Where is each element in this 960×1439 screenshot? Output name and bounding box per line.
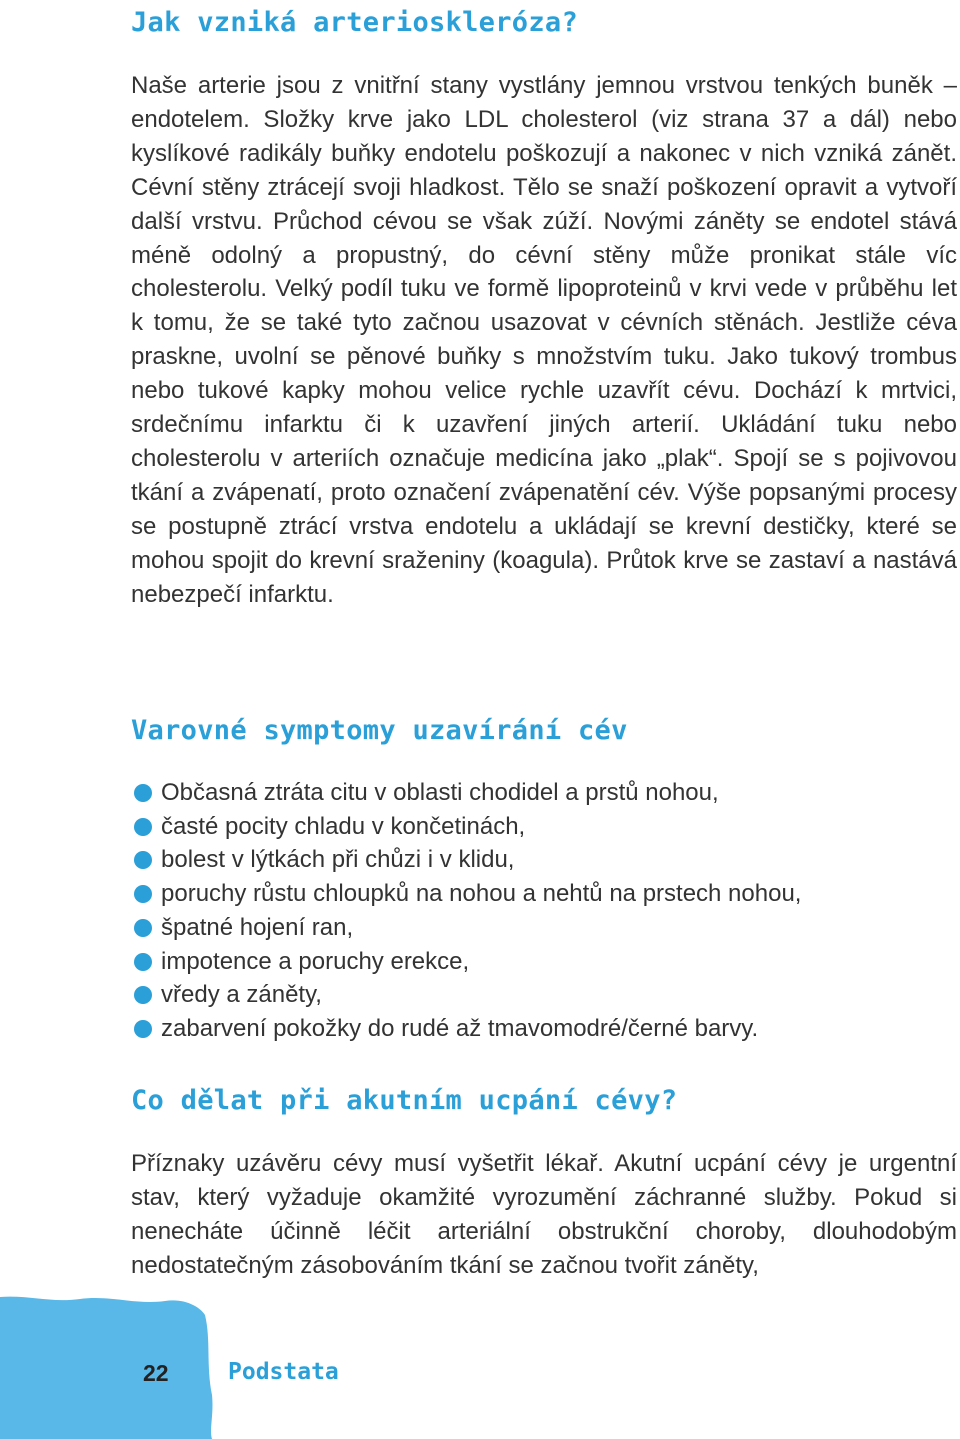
symptoms-list bbox=[131, 776, 957, 1046]
list-item bbox=[131, 1012, 957, 1046]
list-item bbox=[131, 843, 957, 877]
bullet-dot-icon bbox=[134, 986, 152, 1004]
heading-warning-symptoms: Varovné symptomy uzavírání cév bbox=[131, 715, 628, 746]
heading-acute-occlusion: Co dělat při akutním ucpání cévy? bbox=[131, 1085, 678, 1116]
list-item bbox=[131, 810, 957, 844]
intro-paragraph: Naše arterie jsou z vnitřní stany vystlány jemnou vrstvou tenkých buněk – endotelem. Složky krve jako LDL cholesterol (viz strana 37 a dál) nebo kyslíkové radikály buňky endotelu poškozují a nakonec v nich vzniká zánět. Cévní stěny ztrácejí svoji hladkost. Tělo se snaží poškození opravit a vytvoří další vrstvu. Průchod cévou se však zúží. Novými záněty se endotel stává méně odolný a propustný, do cévní stěny může pronikat stále víc cholesterolu. Velký podíl tuku ve formě lipoproteinů v krvi vede v průběhu let k tomu, že se také tyto začnou usazovat v cévních stěnách. Jestliže céva praskne, uvolní se pěnové buňky s množstvím tuku. Jako tukový trombus nebo tukové kapky mohou velice rychle uzavřít cévu. Dochází k mrtvici, srdečnímu infarktu či k uzavření jiných arterií. Ukládání tuku nebo cholesterolu v arteriích označuje medicína jako „plak“. Spojí se s pojivovou tkání a zvápenatí, proto označení zvápenatění cév. Výše popsanými procesy se postupně ztrácí vrstva endotelu a ukládají se krevní destičky, které se mohou spojit do krevní sraženiny (koagula). Průtok krve se zastaví a nastává nebezpečí infarktu. bbox=[131, 72, 957, 608]
list-item bbox=[131, 877, 957, 911]
section-name: Podstata bbox=[228, 1359, 339, 1385]
symptom-text: Občasná ztráta citu v oblasti chodidel a prstů nohou, bbox=[161, 779, 719, 806]
symptom-text: bolest v lýtkách při chůzi i v klidu, bbox=[161, 846, 515, 874]
symptom-text: zabarvení pokožky do rudé až tmavomodré/černé barvy. bbox=[161, 1014, 759, 1042]
list-item bbox=[131, 776, 957, 810]
bullet-dot-icon bbox=[134, 1020, 152, 1038]
bullet-dot-icon bbox=[134, 818, 152, 836]
bullet-dot-icon bbox=[134, 885, 152, 903]
page-tab-fill bbox=[0, 1297, 212, 1439]
symptom-text: časté pocity chladu v končetinách, bbox=[161, 812, 526, 840]
bullet-dot-icon bbox=[134, 919, 152, 937]
action-paragraph: Příznaky uzávěru cévy musí vyšetřit lékař. Akutní ucpání cévy je urgentní stav, který vyžaduje okamžité vyrozumění záchranné služby. Pokud si nenecháte účinně léčit arteriální obstrukční choroby, dlouhodobým nedostatečným zásobováním tkání se začnou tvořit záněty, bbox=[131, 1150, 957, 1279]
page-number: 22 bbox=[143, 1360, 169, 1386]
list-item bbox=[131, 945, 957, 979]
list-item bbox=[131, 978, 957, 1012]
symptom-text: špatné hojení ran, bbox=[161, 913, 354, 941]
symptom-text: vředy a záněty, bbox=[161, 981, 322, 1009]
bullet-dot-icon bbox=[134, 784, 152, 802]
page-tab-shape bbox=[0, 1295, 216, 1439]
heading-arteriosclerosis: Jak vzniká arterioskleróza? bbox=[131, 7, 578, 38]
bullet-dot-icon bbox=[134, 953, 152, 971]
symptom-text: impotence a poruchy erekce, bbox=[161, 947, 470, 975]
list-item bbox=[131, 911, 957, 945]
bullet-dot-icon bbox=[134, 851, 152, 869]
symptom-text: poruchy růstu chloupků na nohou a nehtů na prstech nohou, bbox=[161, 880, 802, 908]
